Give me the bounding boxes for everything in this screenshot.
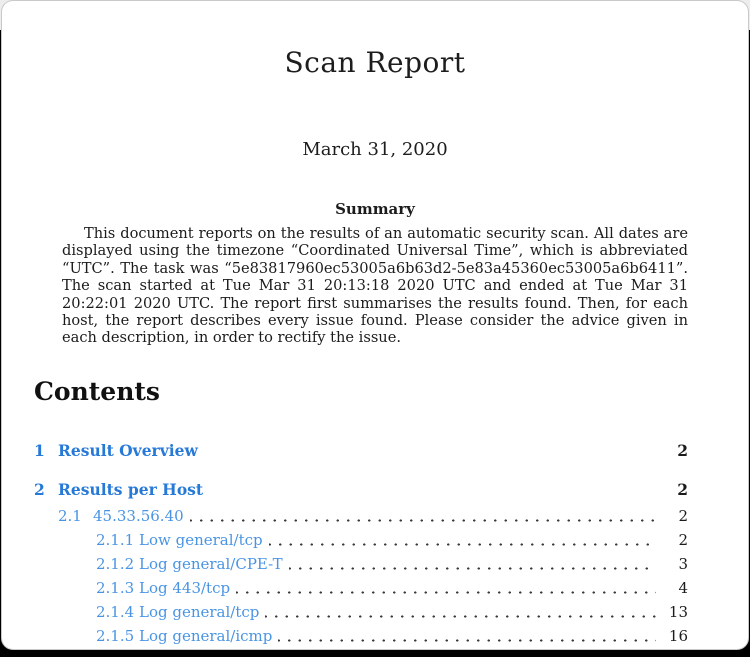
document-page: [1, 0, 749, 650]
toc-entry-page: 2: [678, 530, 688, 549]
toc-entry-number: 2.1.4: [96, 602, 135, 621]
toc-entry-page: 16: [668, 626, 688, 645]
toc-entry-page: 13: [668, 602, 688, 621]
document-date: March 31, 2020: [302, 139, 448, 160]
toc-entry-2.1.3[interactable]: [34, 580, 688, 597]
toc-entry-page: 2: [677, 440, 688, 460]
toc-entry-label: Result Overview: [58, 440, 198, 460]
toc-entry-label: Log 443/tcp: [139, 578, 231, 597]
toc-entry-2.1.2[interactable]: [34, 556, 688, 573]
toc-entry-label: Log general/CPE-T: [139, 554, 283, 573]
summary-section: [62, 200, 688, 347]
toc-entry-2.1.5[interactable]: [34, 628, 688, 645]
toc-entry-2.1.1[interactable]: [34, 532, 688, 549]
document-title: Scan Report: [284, 46, 466, 79]
toc-entry-number: 2.1: [58, 506, 82, 525]
toc-entry-number: 2.1.3: [96, 578, 135, 597]
dot-leader: [269, 532, 656, 549]
summary-heading: Summary: [335, 200, 415, 218]
toc-entry-page: 2: [678, 506, 688, 525]
toc-entry-label: Low general/tcp: [139, 530, 263, 549]
toc-entry-label: Results per Host: [58, 479, 204, 499]
toc-entry-number: 2: [34, 479, 45, 499]
toc-entry-1[interactable]: [34, 442, 688, 459]
toc-entry-number: 2.1.2: [96, 554, 135, 573]
dot-leader: [289, 556, 656, 573]
table-of-contents: [34, 442, 688, 645]
toc-entry-number: 1: [34, 440, 45, 460]
toc-entry-page: 2: [677, 479, 688, 499]
toc-entry-number: 2.1.5: [96, 626, 135, 645]
toc-entry-page: 4: [678, 578, 688, 597]
dot-leader: [209, 481, 656, 498]
toc-entry-number: 2.1.1: [96, 530, 135, 549]
dot-leader: [190, 508, 656, 525]
toc-entry-label: Log general/tcp: [139, 602, 260, 621]
toc-entry-label: Log general/icmp: [139, 626, 273, 645]
toc-entry-page: 3: [678, 554, 688, 573]
dot-leader: [265, 604, 656, 621]
dot-leader: [278, 628, 656, 645]
contents-heading: Contents: [34, 376, 161, 406]
toc-entry-2.1.4[interactable]: [34, 604, 688, 621]
summary-paragraph: This document reports on the results of an automatic security scan. All dates are displayed using the timezone “Coordinated Universal Time”, which is abbreviated “UTC”. The task was “5e83817960ec53005a6b63d2-5e83a45360ec53005a6b6411”. The scan started at Tue Mar 31 20:13:18 2020 UTC and ended at Tue Mar 31 20:22:01 2020 UTC. The report first summarises the results found. Then, for each host, the report describes every issue found. Please consider the advice given in each description, in order to rectify the issue.: [62, 225, 688, 347]
toc-entry-label: 45.33.56.40: [93, 506, 184, 525]
dot-leader: [236, 580, 656, 597]
dot-leader: [204, 442, 656, 459]
toc-entry-2.1[interactable]: [34, 508, 688, 525]
toc-entry-2[interactable]: [34, 481, 688, 498]
